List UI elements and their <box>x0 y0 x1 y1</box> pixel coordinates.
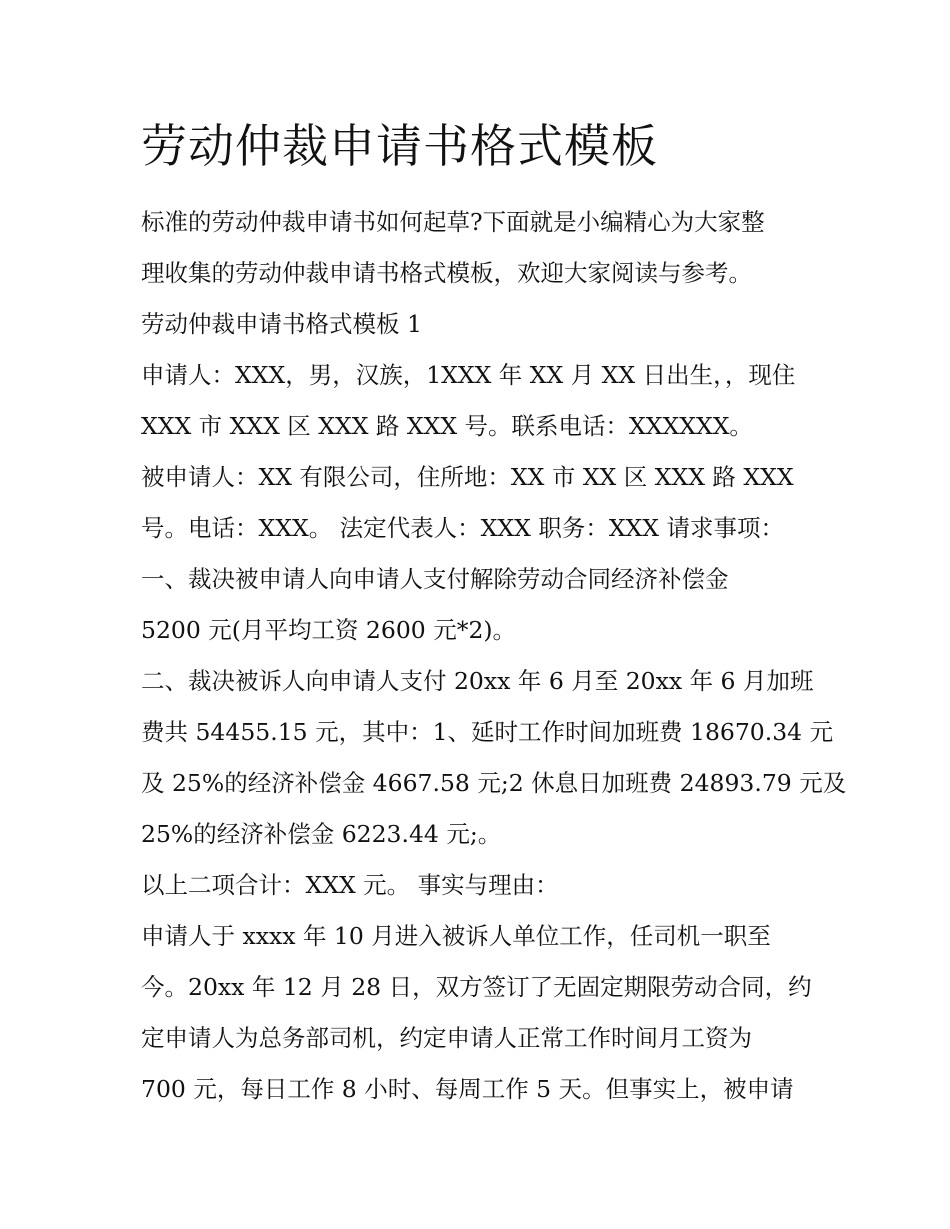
total-line: 以上二项合计：XXX 元。 事实与理由： <box>141 871 559 899</box>
applicant-line-2: XXX 市 XXX 区 XXX 路 XXX 号。联系电话：XXXXXX。 <box>141 412 753 440</box>
intro-line-2: 理收集的劳动仲裁申请书格式模板，欢迎大家阅读与参考。 <box>141 259 752 287</box>
facts-line-1: 申请人于 xxxx 年 10 月进入被诉人单位工作，任司机一职至 <box>141 922 771 950</box>
respondent-line-2: 号。电话：XXX。 法定代表人：XXX 职务：XXX 请求事项： <box>141 514 784 542</box>
facts-line-2: 今。20xx 年 12 月 28 日，双方签订了无固定期限劳动合同，约 <box>141 973 812 1001</box>
respondent-line-1: 被申请人：XX 有限公司，住所地：XX 市 XX 区 XXX 路 XXX <box>141 463 794 491</box>
applicant-line-1: 申请人：XXX，男，汉族，1XXX 年 XX 月 XX 日出生，，现住 <box>141 361 796 389</box>
claim-2-line-4: 25%的经济补偿金 6223.44 元;。 <box>141 820 502 848</box>
claim-2-line-2: 费共 54455.15 元，其中：1、延时工作时间加班费 18670.34 元 <box>141 718 834 746</box>
claim-1-line-2: 5200 元(月平均工资 2600 元*2)。 <box>141 616 517 644</box>
intro-line-1: 标准的劳动仲裁申请书如何起草?下面就是小编精心为大家整 <box>141 208 765 236</box>
claim-2-line-1: 二、裁决被诉人向申请人支付 20xx 年 6 月至 20xx 年 6 月加班 <box>141 667 814 695</box>
facts-line-4: 700 元，每日工作 8 小时、每周工作 5 天。但事实上，被申请 <box>141 1075 794 1103</box>
section-heading: 劳动仲裁申请书格式模板 1 <box>141 310 422 338</box>
facts-line-3: 定申请人为总务部司机，约定申请人正常工作时间月工资为 <box>141 1024 752 1052</box>
claim-1-line-1: 一、裁决被申请人向申请人支付解除劳动合同经济补偿金 <box>141 565 729 593</box>
document-title: 劳动仲裁申请书格式模板 <box>141 119 658 173</box>
claim-2-line-3: 及 25%的经济补偿金 4667.58 元;2 休息日加班费 24893.79 元及 <box>141 769 847 797</box>
